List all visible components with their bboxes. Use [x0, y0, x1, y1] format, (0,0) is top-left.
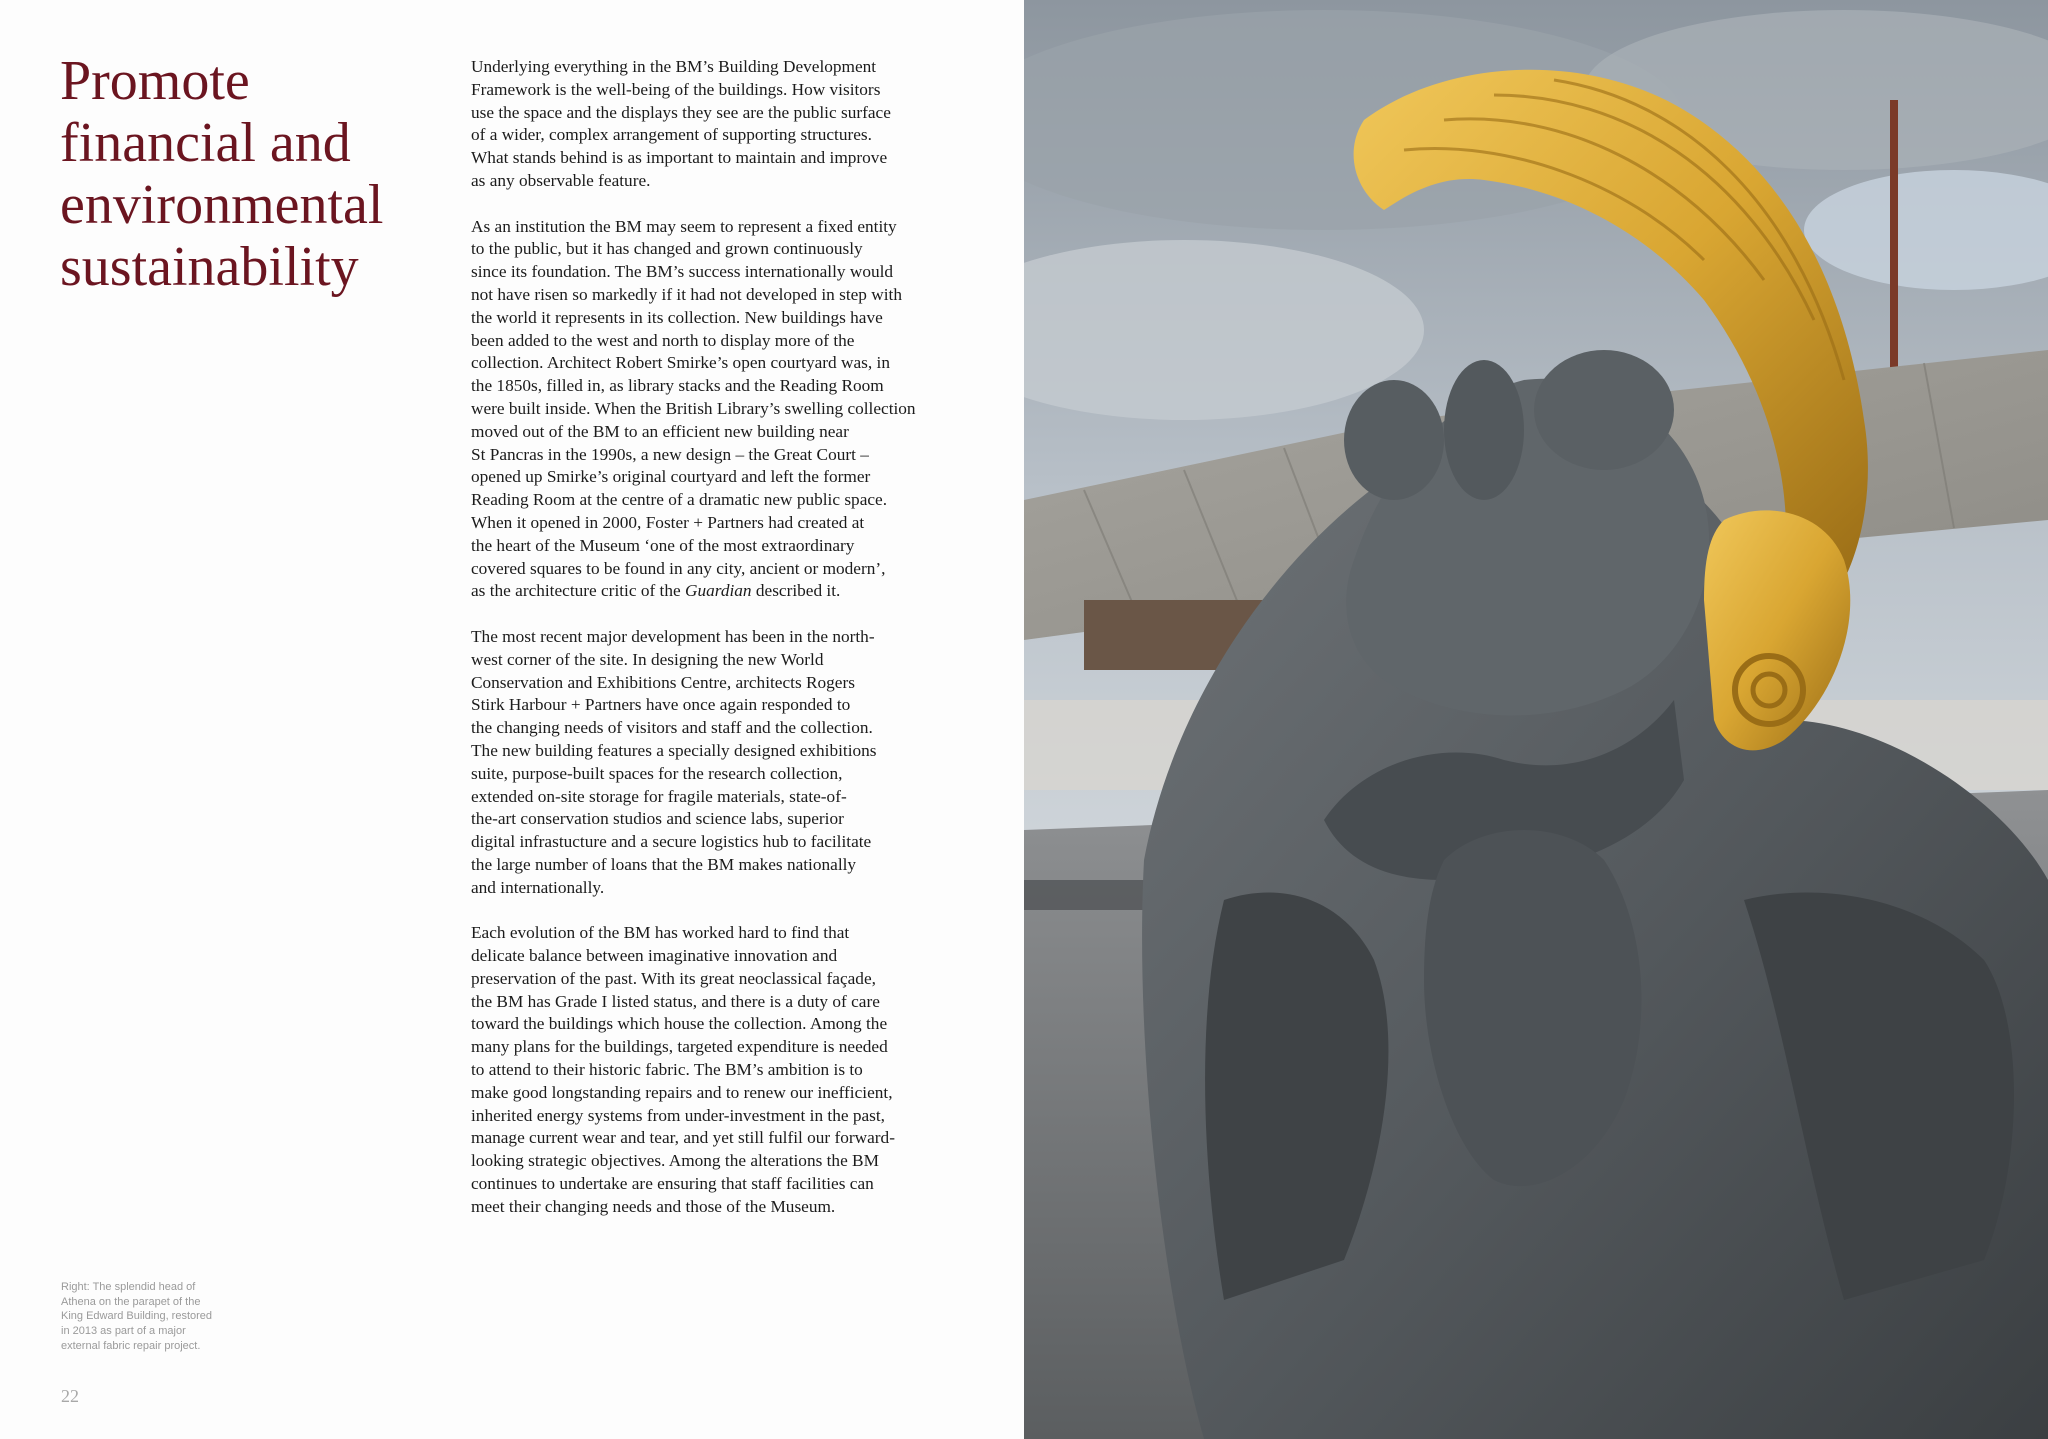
horse-sculpture: [1344, 380, 1444, 500]
text-line: When it opened in 2000, Foster + Partners had created at: [471, 512, 865, 532]
body-text: [471, 56, 971, 1241]
text-line: extended on-site storage for fragile materials, state-of-: [471, 786, 847, 806]
text-line: the changing needs of visitors and staff and the collection.: [471, 718, 873, 738]
text-line: digital infrastucture and a secure logistics hub to facilitate: [471, 832, 872, 852]
text-line: Underlying everything in the BM’s Building Development: [471, 57, 877, 76]
text-line: preservation of the past. With its great neoclassical façade,: [471, 968, 876, 988]
text-line: the world it represents in its collection. New buildings have: [471, 307, 883, 327]
page-title: [60, 50, 420, 298]
publication-name: Guardian: [684, 581, 752, 601]
text-line: toward the buildings which house the collection. Among the: [471, 1014, 888, 1034]
text-line: Reading Room at the centre of a dramatic new public space.: [471, 490, 888, 510]
text-line: the 1850s, filled in, as library stacks and the Reading Room: [471, 376, 884, 396]
caption-line: Right: The splendid head of: [61, 1281, 196, 1293]
text-line: Conservation and Exhibitions Centre, architects Rogers: [471, 672, 855, 692]
text-line: to the public, but it has changed and grown continuously: [471, 239, 863, 259]
caption-line: external fabric repair project.: [61, 1339, 201, 1352]
text-line: delicate balance between imaginative innovation and: [471, 946, 838, 966]
paragraph-2: [471, 216, 971, 604]
athena-head-illustration: [1024, 0, 2048, 1439]
text-fragment: as the architecture critic of the: [471, 581, 685, 601]
text-line: Stirk Harbour + Partners have once again responded to: [471, 695, 851, 715]
text-line: looking strategic objectives. Among the alterations the BM: [471, 1151, 879, 1171]
text-line: west corner of the site. In designing the new World: [471, 649, 824, 669]
caption-line: in 2013 as part of a major: [61, 1325, 186, 1338]
text-line: since its foundation. The BM’s success internationally would: [471, 262, 894, 282]
text-line: as any observable feature.: [471, 170, 651, 190]
text-line: were built inside. When the British Library’s swelling collection: [471, 398, 916, 418]
text-line: use the space and the displays they see are the public surface: [471, 102, 891, 122]
text-line: Each evolution of the BM has worked hard to find that: [471, 923, 850, 943]
text-line: make good longstanding repairs and to renew our inefficient,: [471, 1082, 893, 1102]
text-line: of a wider, complex arrangement of supporting structures.: [471, 125, 872, 145]
text-fragment: described it.: [751, 581, 841, 601]
text-line: collection. Architect Robert Smirke’s open courtyard was, in: [471, 353, 890, 373]
athena-head-photo: [1024, 0, 2048, 1439]
title-line: financial and: [60, 112, 351, 174]
horse-sculpture: [1534, 350, 1674, 470]
text-line: As an institution the BM may seem to represent a fixed entity: [471, 216, 897, 236]
caption-line: King Edward Building, restored: [61, 1310, 213, 1323]
text-line: the heart of the Museum ‘one of the most extraordinary: [471, 535, 855, 555]
text-line: continues to undertake are ensuring that staff facilities can: [471, 1174, 874, 1194]
text-line: [471, 580, 971, 603]
caption-line: Athena on the parapet of the: [61, 1295, 201, 1308]
text-line: the BM has Grade I listed status, and there is a duty of care: [471, 991, 880, 1011]
paragraph-1: [471, 56, 971, 193]
text-line: many plans for the buildings, targeted expenditure is needed: [471, 1037, 888, 1057]
photo-caption: [61, 1280, 241, 1354]
text-line: What stands behind is as important to maintain and improve: [471, 148, 888, 168]
text-line: suite, purpose-built spaces for the research collection,: [471, 763, 843, 783]
text-line: the-art conservation studios and science labs, superior: [471, 809, 844, 829]
text-line: moved out of the BM to an efficient new building near: [471, 421, 849, 441]
text-line: opened up Smirke’s original courtyard and left the former: [471, 467, 871, 487]
title-line: environmental: [60, 174, 384, 236]
text-line: Framework is the well-being of the buildings. How visitors: [471, 79, 881, 99]
title-line: Promote: [60, 50, 250, 112]
text-line: The most recent major development has been in the north-: [471, 626, 875, 646]
page-number: 22: [61, 1386, 79, 1406]
text-line: and internationally.: [471, 877, 605, 897]
text-line: inherited energy systems from under-investment in the past,: [471, 1105, 885, 1125]
sphinx-sculpture: [1444, 360, 1524, 500]
text-line: the large number of loans that the BM makes nationally: [471, 854, 857, 874]
paragraph-4: [471, 922, 971, 1218]
text-line: not have risen so markedly if it had not developed in step with: [471, 284, 902, 304]
text-line: to attend to their historic fabric. The BM’s ambition is to: [471, 1060, 863, 1080]
paragraph-3: [471, 626, 971, 900]
text-line: been added to the west and north to display more of the: [471, 330, 855, 350]
text-line: St Pancras in the 1990s, a new design – the Great Court –: [471, 444, 869, 464]
title-line: sustainability: [60, 236, 359, 298]
text-line: covered squares to be found in any city, ancient or modern’,: [471, 558, 886, 578]
text-line: meet their changing needs and those of the Museum.: [471, 1196, 836, 1216]
text-line: The new building features a specially designed exhibitions: [471, 740, 877, 760]
text-line: manage current wear and tear, and yet still fulfil our forward-: [471, 1128, 895, 1148]
